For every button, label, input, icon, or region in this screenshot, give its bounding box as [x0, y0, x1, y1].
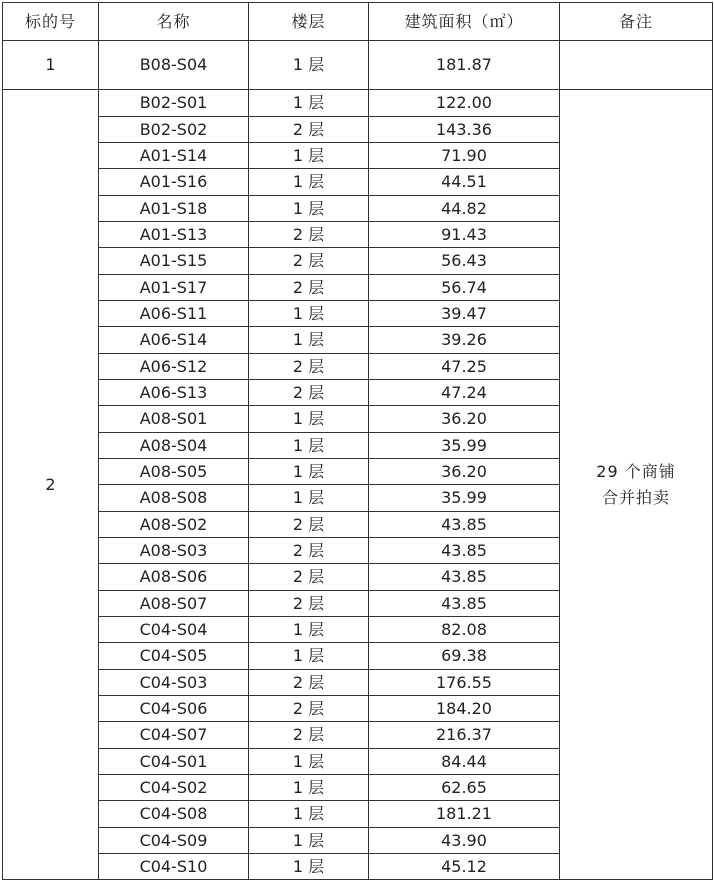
area-cell: 47.25 — [369, 354, 560, 380]
shop-name-cell: C04-S02 — [99, 775, 249, 801]
area-cell: 62.65 — [369, 775, 560, 801]
floor-cell: 1 层 — [249, 301, 369, 327]
area-cell: 56.74 — [369, 275, 560, 301]
shop-name-cell: A08-S05 — [99, 459, 249, 485]
floor-cell: 2 层 — [249, 222, 369, 248]
area-cell: 36.20 — [369, 406, 560, 433]
floor-cell: 1 层 — [249, 41, 369, 90]
shop-name-cell: C04-S08 — [99, 801, 249, 828]
shop-name-cell: A08-S04 — [99, 433, 249, 459]
floor-cell: 1 层 — [249, 643, 369, 670]
area-cell: 69.38 — [369, 643, 560, 670]
area-cell: 43.85 — [369, 512, 560, 538]
shop-name-cell: A01-S16 — [99, 169, 249, 196]
area-cell: 82.08 — [369, 617, 560, 643]
shop-name-cell: A06-S14 — [99, 327, 249, 354]
area-cell: 43.85 — [369, 591, 560, 617]
floor-cell: 2 层 — [249, 354, 369, 380]
floor-cell: 1 层 — [249, 406, 369, 433]
floor-cell: 1 层 — [249, 854, 369, 880]
floor-cell: 1 层 — [249, 617, 369, 643]
remark-line: 29 个商铺 — [596, 461, 676, 481]
floor-cell: 1 层 — [249, 775, 369, 801]
floor-cell: 1 层 — [249, 459, 369, 485]
shop-name-cell: A01-S13 — [99, 222, 249, 248]
shop-name-cell: A01-S17 — [99, 275, 249, 301]
shop-name-cell: C04-S04 — [99, 617, 249, 643]
floor-cell: 1 层 — [249, 828, 369, 854]
shop-name-cell: C04-S03 — [99, 670, 249, 696]
floor-cell: 1 层 — [249, 196, 369, 222]
floor-cell: 1 层 — [249, 143, 369, 169]
area-cell: 44.51 — [369, 169, 560, 196]
floor-cell: 2 层 — [249, 117, 369, 143]
shop-name-cell: C04-S05 — [99, 643, 249, 670]
area-cell: 44.82 — [369, 196, 560, 222]
area-cell: 184.20 — [369, 696, 560, 722]
area-cell: 47.24 — [369, 380, 560, 406]
area-cell: 216.37 — [369, 722, 560, 749]
remark-cell — [560, 90, 713, 880]
area-cell: 56.43 — [369, 248, 560, 275]
shop-name-cell: B08-S04 — [99, 41, 249, 90]
area-cell: 43.90 — [369, 828, 560, 854]
shop-name-cell: C04-S01 — [99, 749, 249, 775]
shop-name-cell: A06-S13 — [99, 380, 249, 406]
floor-cell: 2 层 — [249, 696, 369, 722]
lot-number-cell: 1 — [3, 41, 99, 90]
shop-name-cell: A08-S06 — [99, 564, 249, 591]
area-cell: 36.20 — [369, 459, 560, 485]
shop-name-cell: A01-S14 — [99, 143, 249, 169]
shop-name-cell: A08-S07 — [99, 591, 249, 617]
floor-cell: 2 层 — [249, 670, 369, 696]
floor-cell: 1 层 — [249, 169, 369, 196]
floor-cell: 2 层 — [249, 722, 369, 749]
lot-number-cell: 2 — [3, 90, 99, 880]
floor-cell: 1 层 — [249, 801, 369, 828]
area-cell: 39.47 — [369, 301, 560, 327]
table-header-row — [3, 3, 713, 41]
shop-name-cell: A01-S18 — [99, 196, 249, 222]
area-cell: 43.85 — [369, 564, 560, 591]
shop-name-cell: B02-S02 — [99, 117, 249, 143]
floor-cell: 2 层 — [249, 591, 369, 617]
header-area: 建筑面积（㎡） — [369, 3, 560, 41]
shop-name-cell: A06-S12 — [99, 354, 249, 380]
header-lot-no: 标的号 — [3, 3, 99, 41]
floor-cell: 1 层 — [249, 90, 369, 117]
shop-name-cell: A08-S03 — [99, 538, 249, 564]
floor-cell: 2 层 — [249, 512, 369, 538]
table-row — [3, 41, 713, 90]
header-name: 名称 — [99, 3, 249, 41]
area-cell: 35.99 — [369, 485, 560, 512]
header-floor: 楼层 — [249, 3, 369, 41]
area-cell: 122.00 — [369, 90, 560, 117]
area-cell: 35.99 — [369, 433, 560, 459]
shop-name-cell: A06-S11 — [99, 301, 249, 327]
shop-name-cell: C04-S09 — [99, 828, 249, 854]
floor-cell: 2 层 — [249, 275, 369, 301]
shop-auction-table — [2, 2, 713, 880]
area-cell: 181.87 — [369, 41, 560, 90]
area-cell: 71.90 — [369, 143, 560, 169]
table-row — [3, 90, 713, 117]
area-cell: 181.21 — [369, 801, 560, 828]
area-cell: 176.55 — [369, 670, 560, 696]
area-cell: 143.36 — [369, 117, 560, 143]
shop-name-cell: A08-S02 — [99, 512, 249, 538]
remark-line: 合并拍卖 — [601, 487, 670, 507]
shop-name-cell: A08-S01 — [99, 406, 249, 433]
floor-cell: 2 层 — [249, 564, 369, 591]
floor-cell: 1 层 — [249, 749, 369, 775]
header-remark: 备注 — [560, 3, 713, 41]
table-body — [3, 41, 713, 880]
shop-name-cell: A08-S08 — [99, 485, 249, 512]
floor-cell: 1 层 — [249, 485, 369, 512]
floor-cell: 1 层 — [249, 327, 369, 354]
area-cell: 84.44 — [369, 749, 560, 775]
shop-name-cell: C04-S07 — [99, 722, 249, 749]
area-cell: 39.26 — [369, 327, 560, 354]
floor-cell: 2 层 — [249, 380, 369, 406]
floor-cell: 2 层 — [249, 538, 369, 564]
area-cell: 91.43 — [369, 222, 560, 248]
area-cell: 45.12 — [369, 854, 560, 880]
shop-name-cell: A01-S15 — [99, 248, 249, 275]
shop-name-cell: B02-S01 — [99, 90, 249, 117]
shop-name-cell: C04-S10 — [99, 854, 249, 880]
floor-cell: 1 层 — [249, 433, 369, 459]
area-cell: 43.85 — [369, 538, 560, 564]
shop-name-cell: C04-S06 — [99, 696, 249, 722]
remark-cell — [560, 41, 713, 90]
floor-cell: 2 层 — [249, 248, 369, 275]
